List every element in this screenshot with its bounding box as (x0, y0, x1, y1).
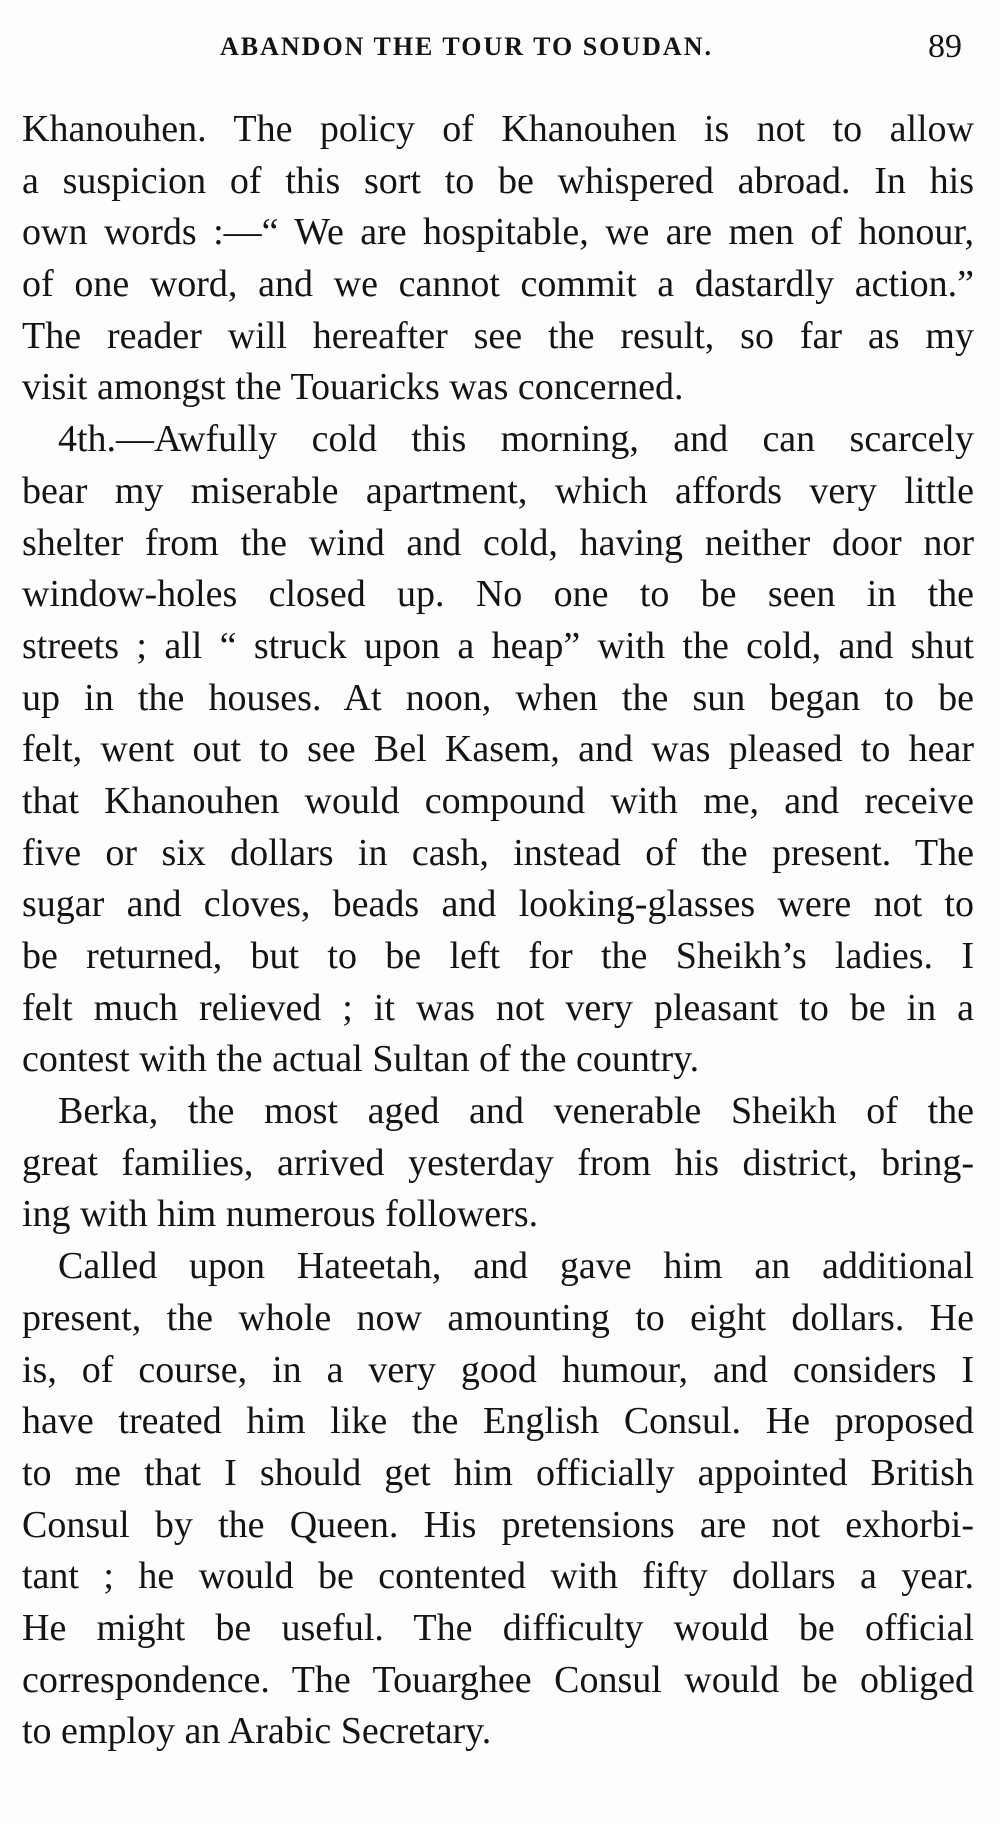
text-line: to me that I should get him officially appointed British (22, 1451, 974, 1494)
text-line: Called upon Hateetah, and gave him an additional (58, 1245, 974, 1288)
text-line: of one word, and we cannot commit a dastardly action.” (22, 263, 974, 306)
text-line: The reader will hereafter see the result, so far as my (22, 314, 974, 357)
text-line: up in the houses. At noon, when the sun began to be (22, 676, 974, 719)
text-line: that Khanouhen would compound with me, and receive (22, 779, 974, 822)
paragraph-berka (22, 1086, 974, 1241)
paragraph-khanouhen-policy (22, 104, 974, 414)
text-line: visit amongst the Touaricks was concerned. (22, 366, 684, 409)
text-line: window-holes closed up. No one to be seen in the (22, 573, 974, 616)
text-line: 4th.—Awfully cold this morning, and can scarcely (58, 418, 974, 461)
body-text (22, 104, 974, 1758)
running-head (0, 28, 1000, 68)
text-line: contest with the actual Sultan of the country. (22, 1038, 700, 1081)
text-line: present, the whole now amounting to eight dollars. He (22, 1296, 974, 1339)
text-line: be returned, but to be left for the Sheikh’s ladies. I (22, 935, 974, 977)
paragraph-fourth-day (22, 414, 974, 1086)
text-line: Consul by the Queen. His pretensions are not exhorbi- (22, 1503, 974, 1546)
text-line: shelter from the wind and cold, having neither door nor (22, 521, 974, 564)
text-line: tant ; he would be contented with fifty dollars a year. (22, 1555, 974, 1598)
text-line: correspondence. The Touarghee Consul would be obliged (22, 1658, 974, 1701)
page-number: 89 (928, 28, 962, 65)
paragraph-hateetah (22, 1241, 974, 1758)
text-line: five or six dollars in cash, instead of the present. The (22, 831, 974, 874)
text-line: He might be useful. The difficulty would be official (22, 1606, 974, 1649)
text-line: Khanouhen. The policy of Khanouhen is not to allow (22, 108, 974, 150)
text-line: streets ; all “ struck upon a heap” with the cold, and shut (22, 624, 974, 667)
text-line: sugar and cloves, beads and looking-glasses were not to (22, 883, 974, 926)
text-line: a suspicion of this sort to be whispered abroad. In his (22, 159, 974, 202)
text-line: own words :—“ We are hospitable, we are men of honour, (22, 211, 974, 254)
running-title: ABANDON THE TOUR TO SOUDAN. (220, 32, 713, 61)
text-line: to employ an Arabic Secretary. (22, 1710, 492, 1753)
text-line: bear my miserable apartment, which affords very little (22, 469, 974, 512)
text-line: felt, went out to see Bel Kasem, and was pleased to hear (22, 728, 974, 771)
text-line: great families, arrived yesterday from his district, bring- (22, 1141, 974, 1184)
text-line: have treated him like the English Consul. He proposed (22, 1400, 974, 1443)
text-line: is, of course, in a very good humour, and considers I (22, 1348, 974, 1391)
text-line: Berka, the most aged and venerable Sheikh of the (58, 1090, 974, 1133)
text-line: ing with him numerous followers. (22, 1193, 539, 1236)
text-line: felt much relieved ; it was not very pleasant to be in a (22, 986, 974, 1029)
